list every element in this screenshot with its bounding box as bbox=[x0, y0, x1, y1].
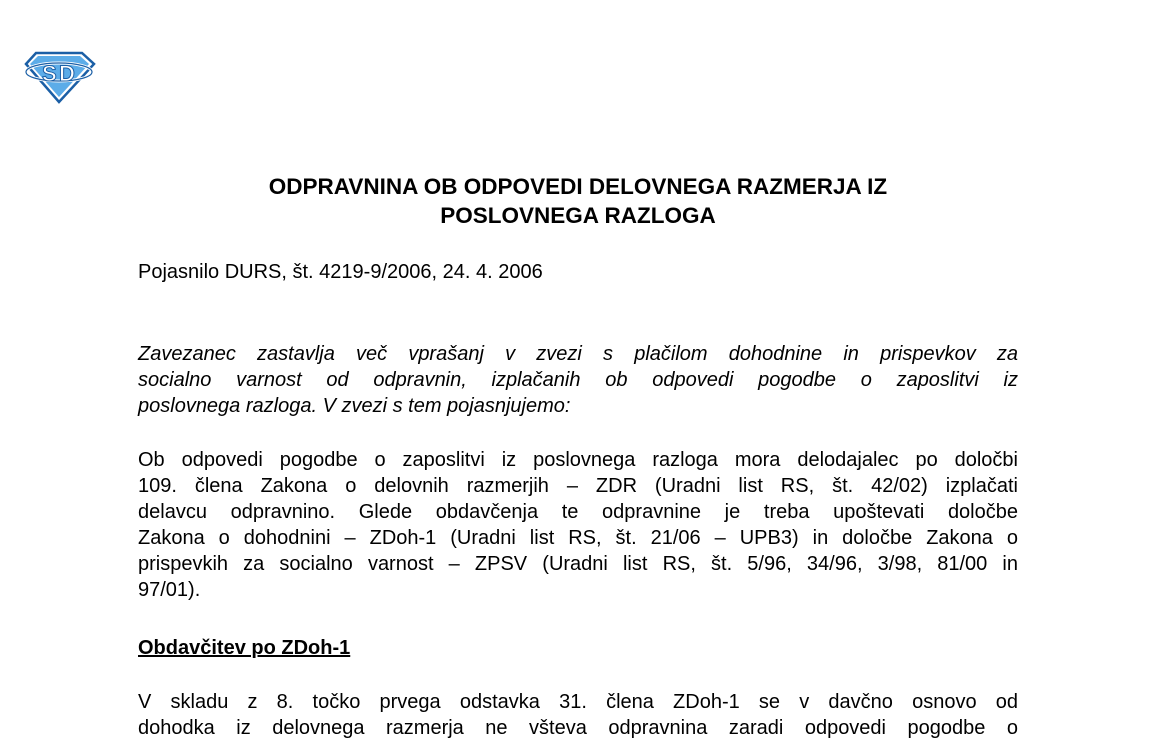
svg-text:S: S bbox=[42, 61, 57, 86]
intro-line: socialno varnost od odpravnin, izplačanih ob odpovedi pogodbe o zaposlitvi iz bbox=[138, 369, 1018, 391]
tail-paragraph bbox=[138, 689, 1018, 741]
svg-text:D: D bbox=[59, 61, 75, 86]
section-heading: Obdavčitev po ZDoh-1 bbox=[138, 637, 351, 659]
title-line-1: ODPRAVNINA OB ODPOVEDI DELOVNEGA RAZMERJA IZ bbox=[268, 174, 888, 199]
main-paragraph bbox=[138, 447, 1018, 603]
main-line: 109. člena Zakona o delovnih razmerjih – ZDR (Uradni list RS, št. 42/02) izplačati bbox=[138, 475, 1018, 497]
main-line: Ob odpovedi pogodbe o zaposlitvi iz poslovnega razloga mora delodajalec po določbi bbox=[138, 449, 1018, 471]
title-line-2: POSLOVNEGA RAZLOGA bbox=[440, 203, 716, 228]
main-line: 97/01). bbox=[138, 579, 201, 601]
main-line: Zakona o dohodnini – ZDoh-1 (Uradni list RS, št. 21/06 – UPB3) in določbe Zakona o bbox=[138, 527, 1018, 549]
document-title bbox=[138, 172, 1018, 230]
main-line: prispevkih za socialno varnost – ZPSV (Uradni list RS, št. 5/96, 34/96, 3/98, 81/00 in bbox=[138, 553, 1018, 575]
tail-line: dohodka iz delovnega razmerja ne všteva odpravnina zaradi odpovedi pogodbe o bbox=[138, 717, 1018, 739]
intro-line: poslovnega razloga. V zvezi s tem pojasnjujemo: bbox=[138, 395, 571, 417]
main-line: delavcu odpravnino. Glede obdavčenja te odpravnine je treba upoštevati določbe bbox=[138, 501, 1018, 523]
reference-line: Pojasnilo DURS, št. 4219-9/2006, 24. 4. 2006 bbox=[138, 261, 543, 283]
sd-diamond-logo-icon bbox=[22, 50, 96, 104]
company-logo bbox=[22, 50, 96, 104]
tail-line: V skladu z 8. točko prvega odstavka 31. člena ZDoh-1 se v davčno osnovo od bbox=[138, 691, 1018, 713]
intro-line: Zavezanec zastavlja več vprašanj v zvezi s plačilom dohodnine in prispevkov za bbox=[138, 343, 1018, 365]
intro-paragraph bbox=[138, 341, 1018, 419]
